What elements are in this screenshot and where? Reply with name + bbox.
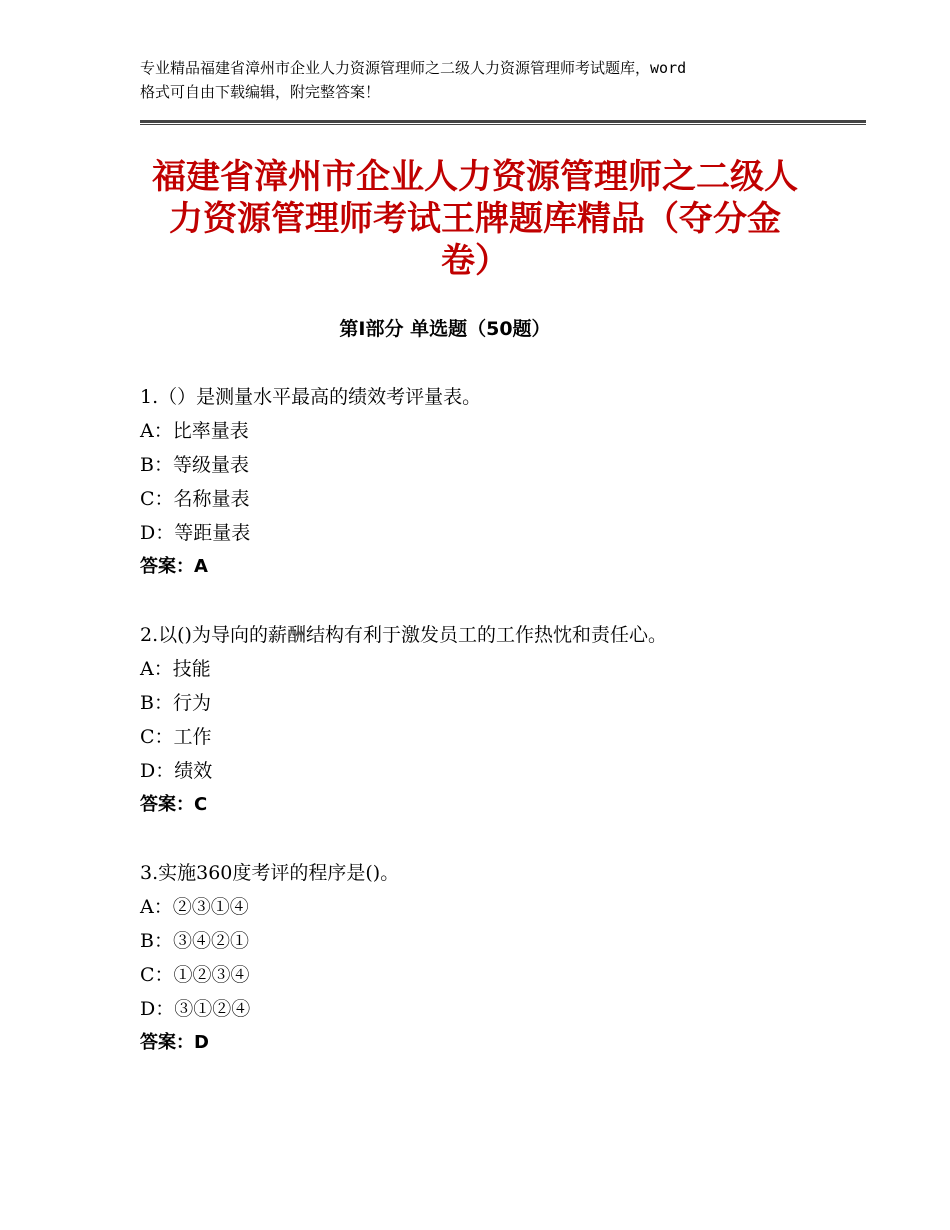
option-d: D：③①②④ bbox=[140, 998, 251, 1020]
question-3 bbox=[140, 856, 860, 1060]
section-title: 第Ⅰ部分 单选题（50题） bbox=[339, 318, 551, 340]
question-list bbox=[140, 380, 860, 1094]
header-note-line2: 格式可自由下载编辑，附完整答案！ bbox=[140, 83, 381, 101]
header-divider bbox=[140, 120, 866, 125]
option-c: C：名称量表 bbox=[140, 488, 250, 510]
option-b: B：行为 bbox=[140, 692, 211, 714]
question-1 bbox=[140, 380, 860, 584]
question-stem: 3.实施360度考评的程序是()。 bbox=[140, 862, 400, 884]
document-title-line3: 卷） bbox=[441, 241, 509, 281]
option-b: B：③④②① bbox=[140, 930, 249, 952]
option-a: A：比率量表 bbox=[140, 420, 249, 442]
question-stem: 2.以()为导向的薪酬结构有利于激发员工的工作热忱和责任心。 bbox=[140, 624, 667, 646]
answer-label: 答案：C bbox=[140, 794, 208, 815]
option-d: D：等距量表 bbox=[140, 522, 251, 544]
document-title-line1: 福建省漳州市企业人力资源管理师之二级人 bbox=[152, 157, 798, 197]
option-c: C：工作 bbox=[140, 726, 212, 748]
document-title bbox=[140, 156, 810, 282]
option-a: A：技能 bbox=[140, 658, 211, 680]
document-title-line2: 力资源管理师考试王牌题库精品（夺分金 bbox=[169, 199, 781, 239]
header-note-line1: 专业精品福建省漳州市企业人力资源管理师之二级人力资源管理师考试题库，word bbox=[140, 59, 687, 77]
option-c: C：①②③④ bbox=[140, 964, 250, 986]
header-note bbox=[140, 56, 830, 104]
question-stem: 1.（）是测量水平最高的绩效考评量表。 bbox=[140, 386, 482, 408]
option-a: A：②③①④ bbox=[140, 896, 249, 918]
answer-label: 答案：D bbox=[140, 1032, 209, 1053]
question-2 bbox=[140, 618, 860, 822]
option-b: B：等级量表 bbox=[140, 454, 249, 476]
answer-label: 答案：A bbox=[140, 556, 208, 577]
option-d: D：绩效 bbox=[140, 760, 213, 782]
